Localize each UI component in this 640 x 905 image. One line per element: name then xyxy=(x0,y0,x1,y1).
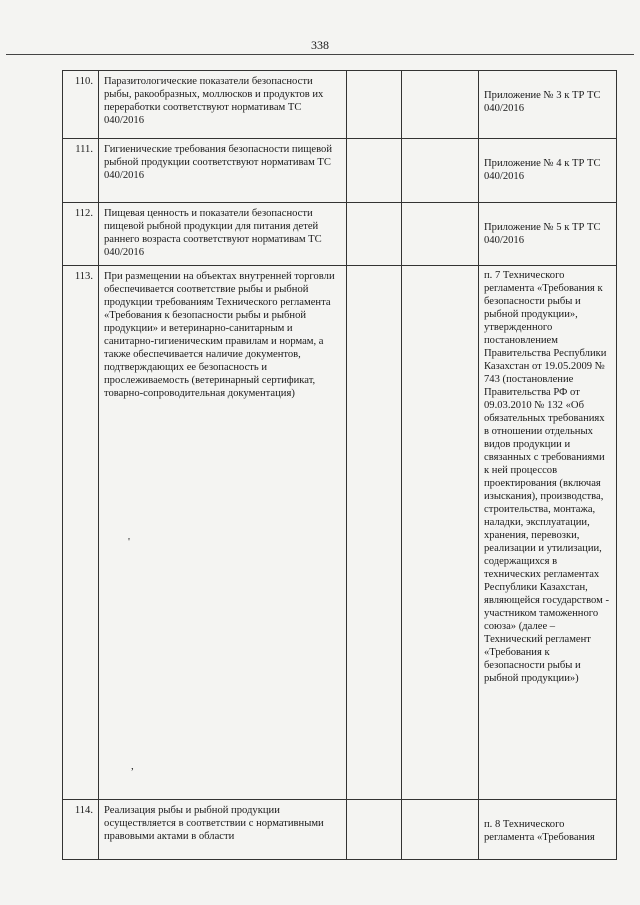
row-number: 113. xyxy=(63,266,99,800)
empty-cell xyxy=(347,139,402,203)
requirement-cell: При размещении на объектах внутренней торговли обеспечивается соответствие рыбы и рыбной продукции требованиям Технического регламента «Требования к безопасности рыбы и рыбной продукции» и ветеринарно-санитарным и санитарно-гигиеническим правилам и нормам, а также обеспечивается наличие документов, подтверждающих ее безопасность и прослеживаемость (ветеринарный сертификат, товарно-сопроводительная документация) xyxy=(99,266,347,800)
row-number: 110. xyxy=(63,71,99,139)
stray-mark: ' xyxy=(128,536,130,548)
reference-cell: Приложение № 3 к ТР ТС 040/2016 xyxy=(479,71,617,139)
reference-cell: Приложение № 4 к ТР ТС 040/2016 xyxy=(479,139,617,203)
table-row xyxy=(63,800,617,860)
stray-mark: , xyxy=(131,760,134,772)
page-number: 338 xyxy=(311,38,329,52)
empty-cell xyxy=(347,266,402,800)
header-rule xyxy=(6,54,634,55)
empty-cell xyxy=(402,71,479,139)
row-number: 111. xyxy=(63,139,99,203)
table-row xyxy=(63,71,617,139)
table-row xyxy=(63,266,617,800)
row-number: 112. xyxy=(63,203,99,266)
empty-cell xyxy=(347,203,402,266)
reference-cell: п. 7 Технического регламента «Требования к безопасности рыбы и рыбной продукции», утвержденного постановлением Правительства Республики Казахстан от 19.05.2009 № 743 (постановление Правительства РФ от 09.03.2010 № 132 «Об обязательных требованиях в отношении отдельных видов продукции и связанных с требованиями к ней процессов проектирования (включая изыскания), производства, строительства, монтажа, наладки, эксплуатации, хранения, перевозки, реализации и утилизации, содержащихся в технических регламентах Республики Казахстан, являющейся государством - участником таможенного союза» (далее – Технический регламент «Требования к безопасности рыбы и рыбной продукции») xyxy=(479,266,617,800)
table-row xyxy=(63,139,617,203)
reference-cell: п. 8 Технического регламента «Требования xyxy=(479,800,617,860)
empty-cell xyxy=(402,203,479,266)
table-row xyxy=(63,203,617,266)
empty-cell xyxy=(347,71,402,139)
requirement-cell: Гигиенические требования безопасности пищевой рыбной продукции соответствуют нормативам ТС 040/2016 xyxy=(99,139,347,203)
requirement-cell: Пищевая ценность и показатели безопасности пищевой рыбной продукции для питания детей раннего возраста соответствуют нормативам ТС 040/2016 xyxy=(99,203,347,266)
reference-cell: Приложение № 5 к ТР ТС 040/2016 xyxy=(479,203,617,266)
empty-cell xyxy=(347,800,402,860)
empty-cell xyxy=(402,139,479,203)
requirements-table xyxy=(62,70,617,860)
empty-cell xyxy=(402,800,479,860)
row-number: 114. xyxy=(63,800,99,860)
empty-cell xyxy=(402,266,479,800)
requirement-cell: Паразитологические показатели безопасности рыбы, ракообразных, моллюсков и продуктов их переработки соответствуют нормативам ТС 040/2016 xyxy=(99,71,347,139)
requirement-cell: Реализация рыбы и рыбной продукции осуществляется в соответствии с нормативными правовыми актами в области xyxy=(99,800,347,860)
